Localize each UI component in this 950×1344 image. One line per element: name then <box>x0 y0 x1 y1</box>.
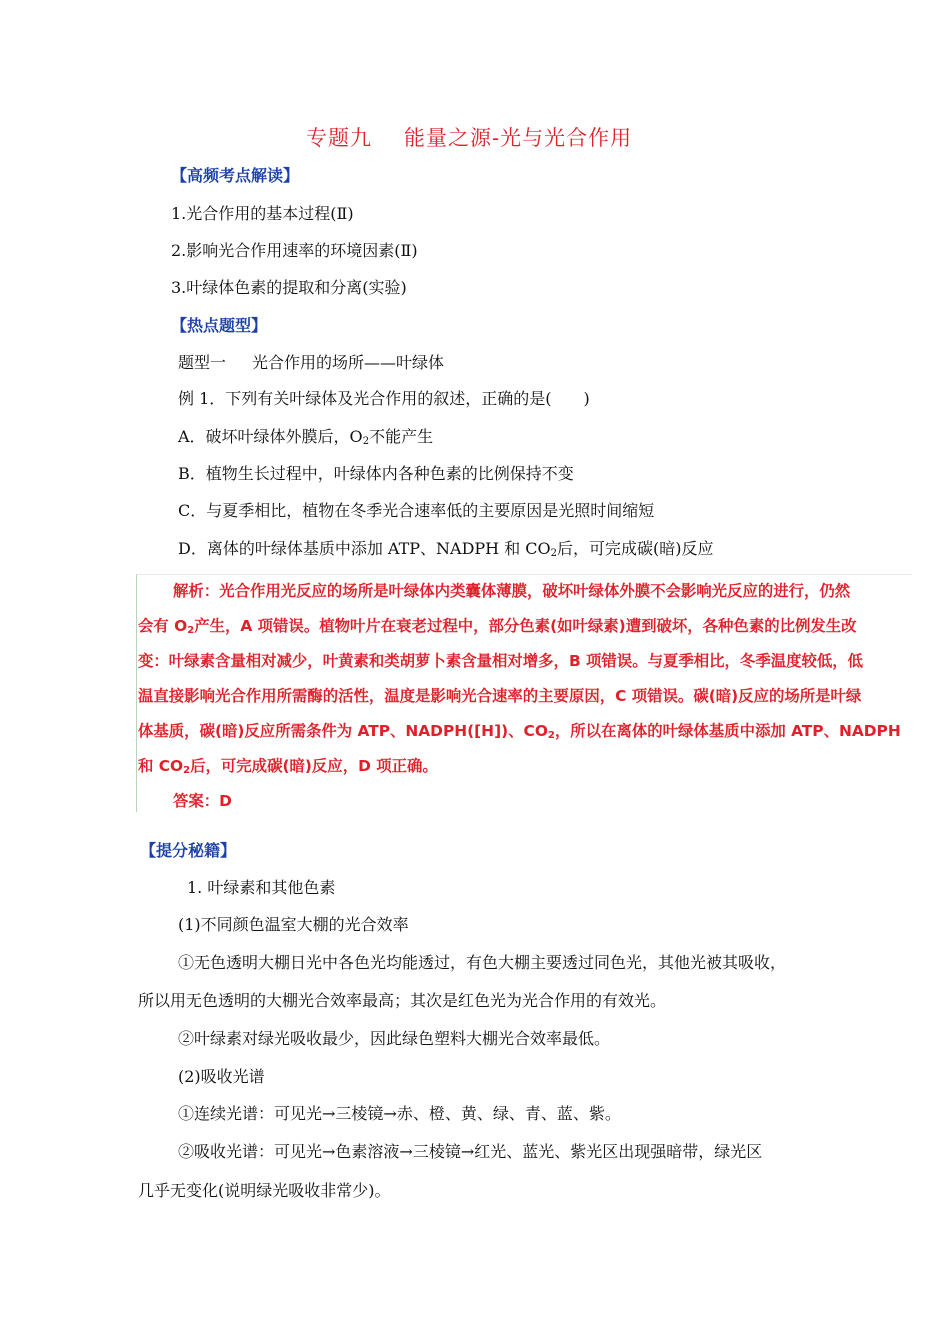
tips-paragraph-1b: 所以用无色透明的大棚光合效率最高；其次是红色光为光合作用的有效光。 <box>138 991 667 1010</box>
analysis-line-6 <box>138 754 438 776</box>
answer: 答案：D <box>173 792 232 810</box>
analysis-line-6-subscript: 2 <box>183 765 191 776</box>
analysis-line-2-text: 会有 O <box>138 617 188 635</box>
analysis-line-2-subscript: 2 <box>187 625 195 636</box>
analysis-line-4: 温直接影响光合作用所需酶的活性，温度是影响光合速率的主要原因，C 项错误。碳(暗)反应的场所是叶绿 <box>138 687 862 705</box>
analysis-line-3: 变：叶绿素含量相对减少，叶黄素和类胡萝卜素含量相对增多，B 项错误。与夏季相比，冬季温度较低，低 <box>138 652 864 670</box>
section-hot-types: 【热点题型】 <box>171 316 268 335</box>
option-b: B．植物生长过程中，叶绿体内各种色素的比例保持不变 <box>178 464 574 483</box>
option-a <box>178 424 433 447</box>
analysis-line-5-text-end: ，所以在离体的叶绿体基质中添加 ATP、NADPH <box>554 722 901 740</box>
analysis-left-rule <box>136 574 137 812</box>
question-type-title: 光合作用的场所——叶绿体 <box>252 353 445 372</box>
option-a-text-end: 不能产生 <box>369 427 434 446</box>
tips-paragraph-3: ①连续光谱：可见光→三棱镜→赤、橙、黄、绿、青、蓝、紫。 <box>178 1104 621 1123</box>
question-stem: 例 1．下列有关叶绿体及光合作用的叙述，正确的是( ) <box>178 389 590 408</box>
option-d-text-end: 后，可完成碳(暗)反应 <box>557 539 714 558</box>
analysis-top-rule <box>136 574 912 575</box>
title-part2: 能量之源-光与光合作用 <box>404 126 633 150</box>
analysis-line-6-text: 和 CO <box>138 757 184 775</box>
question-type-line <box>178 350 444 373</box>
tips-paragraph-4b: 几乎无变化(说明绿光吸收非常少)。 <box>138 1181 391 1200</box>
high-freq-item-1: 1.光合作用的基本过程(Ⅱ) <box>171 204 354 223</box>
option-d-text: D．离体的叶绿体基质中添加 ATP、NADPH 和 CO <box>178 539 551 558</box>
page-title <box>306 122 632 152</box>
analysis-line-5-subscript: 2 <box>547 730 555 741</box>
high-freq-item-3: 3.叶绿体色素的提取和分离(实验) <box>171 278 407 297</box>
question-type-label: 题型一 <box>178 353 227 372</box>
tips-paragraph-4a: ②吸收光谱：可见光→色素溶液→三棱镜→红光、蓝光、紫光区出现强暗带，绿光区 <box>178 1142 763 1161</box>
analysis-line-1: 解析：光合作用光反应的场所是叶绿体内类囊体薄膜，破坏叶绿体外膜不会影响光反应的进行，仍然 <box>173 582 851 600</box>
analysis-line-2-text-end: 产生，A 项错误。植物叶片在衰老过程中，部分色素(如叶绿素)遭到破坏，各种色素的比例发生改 <box>194 617 857 635</box>
analysis-line-5 <box>138 719 901 741</box>
tips-heading-1: 1. 叶绿素和其他色素 <box>187 878 336 897</box>
tips-paragraph-1a: ①无色透明大棚日光中各色光均能透过，有色大棚主要透过同色光，其他光被其吸收， <box>178 953 787 972</box>
tips-paragraph-2: ②叶绿素对绿光吸收最少，因此绿色塑料大棚光合效率最低。 <box>178 1029 611 1048</box>
high-freq-item-2: 2.影响光合作用速率的环境因素(Ⅱ) <box>171 241 418 260</box>
title-part1: 专题九 <box>306 126 372 150</box>
option-d <box>178 536 714 559</box>
analysis-line-6-text-end: 后，可完成碳(暗)反应，D 项正确。 <box>190 757 438 775</box>
option-d-subscript: 2 <box>550 548 558 559</box>
analysis-line-5-text: 体基质，碳(暗)反应所需条件为 ATP、NADPH([H])、CO <box>138 722 548 740</box>
section-tips: 【提分秘籍】 <box>140 841 237 860</box>
tips-subheading-2: (2)吸收光谱 <box>178 1067 265 1086</box>
option-c: C．与夏季相比，植物在冬季光合速率低的主要原因是光照时间缩短 <box>178 501 655 520</box>
section-high-frequency: 【高频考点解读】 <box>171 166 300 185</box>
option-a-text: A．破坏叶绿体外膜后，O <box>178 427 363 446</box>
option-a-subscript: 2 <box>362 436 370 447</box>
analysis-line-2 <box>138 614 857 636</box>
tips-subheading-1: (1)不同颜色温室大棚的光合效率 <box>178 915 409 934</box>
